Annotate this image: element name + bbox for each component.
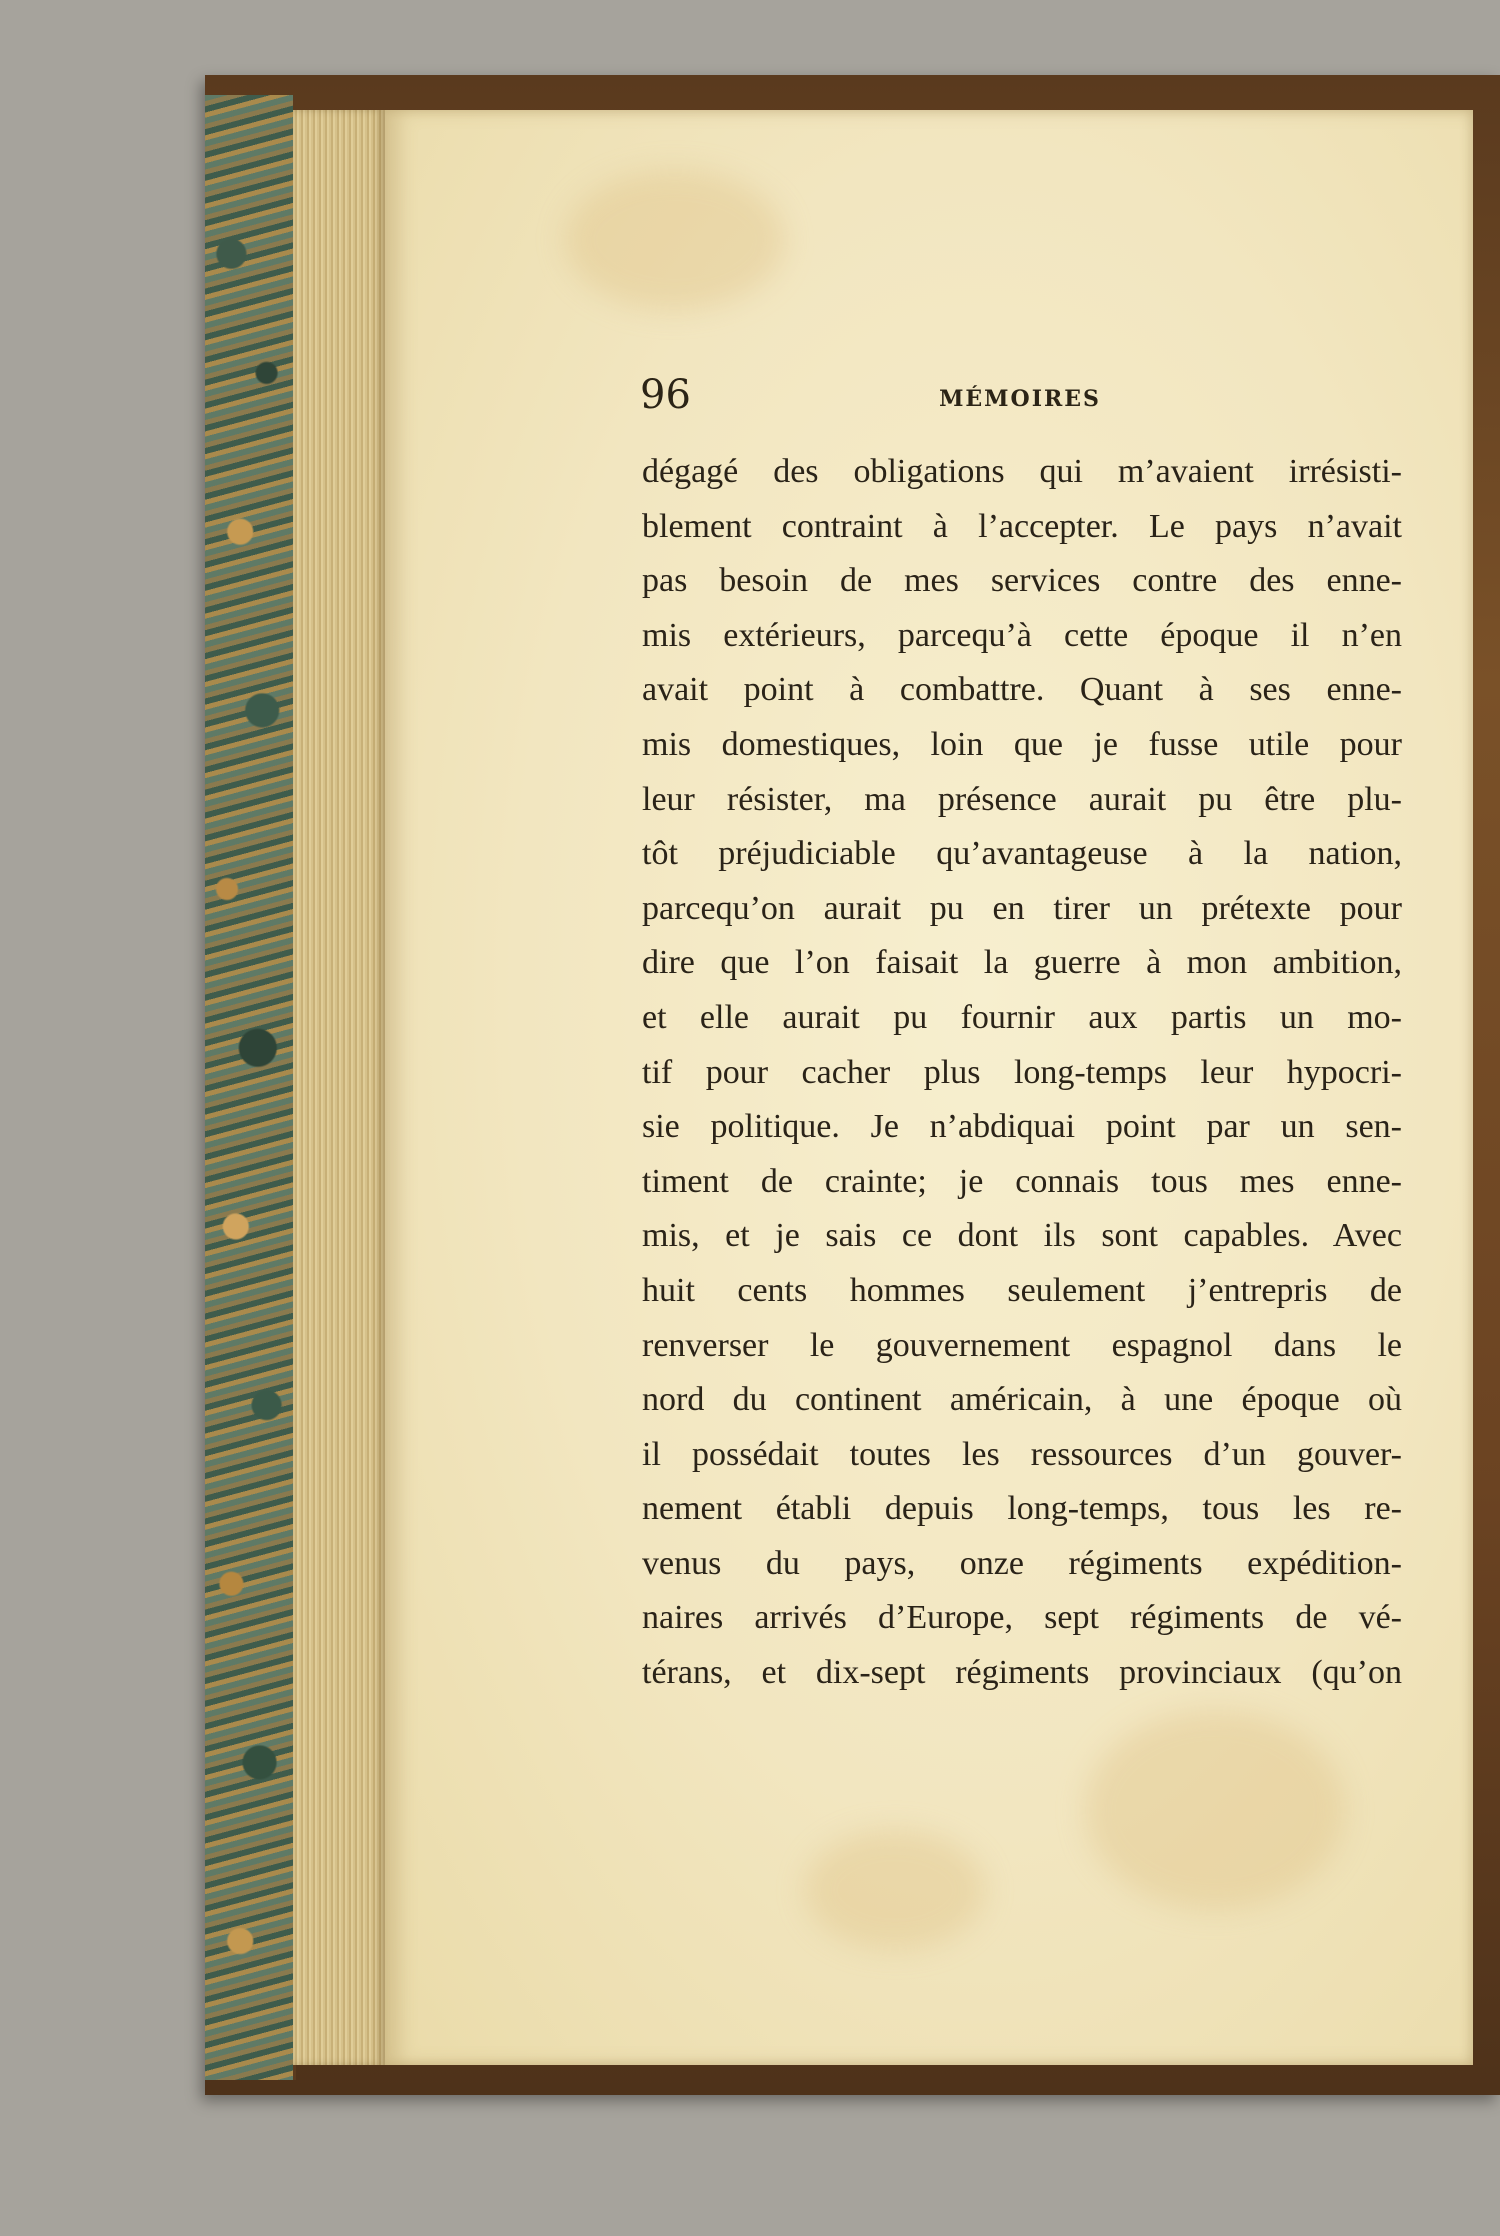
page-number: 96 xyxy=(640,372,691,418)
text-line: timent de crainte; je connais tous mes enne- xyxy=(642,1162,1402,1200)
text-line: pas besoin de mes services contre des enne- xyxy=(642,562,1402,600)
text-line: tôt préjudiciable qu’avantageuse à la nation, xyxy=(642,835,1402,873)
text-line: mis, et je sais ce dont ils sont capables. Avec xyxy=(642,1217,1402,1255)
text-line: il possédait toutes les ressources d’un gouver- xyxy=(642,1435,1402,1473)
text-line: blement contraint à l’accepter. Le pays n’avait xyxy=(642,507,1402,545)
text-line: tif pour cacher plus long-temps leur hypocri- xyxy=(642,1053,1402,1091)
text-line: dégagé des obligations qui m’avaient irrésisti- xyxy=(642,453,1402,490)
text-line: térans, et dix-sept régiments provinciaux (qu’on xyxy=(642,1654,1402,1692)
text-line: mis extérieurs, parcequ’à cette époque il n’en xyxy=(642,616,1402,654)
text-line: nord du continent américain, à une époque où xyxy=(642,1381,1402,1419)
text-line: avait point à combattre. Quant à ses enne- xyxy=(642,671,1402,709)
text-line: sie politique. Je n’abdiquai point par un sen- xyxy=(642,1108,1402,1146)
text-line: leur résister, ma présence aurait pu être plu- xyxy=(642,780,1402,818)
text-line: dire que l’on faisait la guerre à mon ambition, xyxy=(642,944,1402,982)
text-line: huit cents hommes seulement j’entrepris de xyxy=(642,1271,1402,1309)
running-head: MÉMOIRES xyxy=(939,386,1101,412)
paper-stain xyxy=(565,170,785,310)
text-line: mis domestiques, loin que je fusse utile pour xyxy=(642,725,1402,763)
text-line: et elle aurait pu fournir aux partis un mo- xyxy=(642,998,1402,1036)
paper-stain xyxy=(805,1830,985,1950)
text-line: parcequ’on aurait pu en tirer un prétexte pour xyxy=(642,889,1402,927)
text-line: nement établi depuis long-temps, tous les re- xyxy=(642,1490,1402,1528)
paper-stain xyxy=(1085,1710,1345,1910)
text-line: renverser le gouvernement espagnol dans le xyxy=(642,1326,1402,1364)
page-header xyxy=(640,372,1400,432)
text-line: venus du pays, onze régiments expédition- xyxy=(642,1544,1402,1582)
text-line: naires arrivés d’Europe, sept régiments de vé- xyxy=(642,1599,1402,1637)
page-block-edges xyxy=(293,110,385,2065)
marbled-endpaper xyxy=(205,95,296,2080)
body-text xyxy=(642,445,1402,1701)
